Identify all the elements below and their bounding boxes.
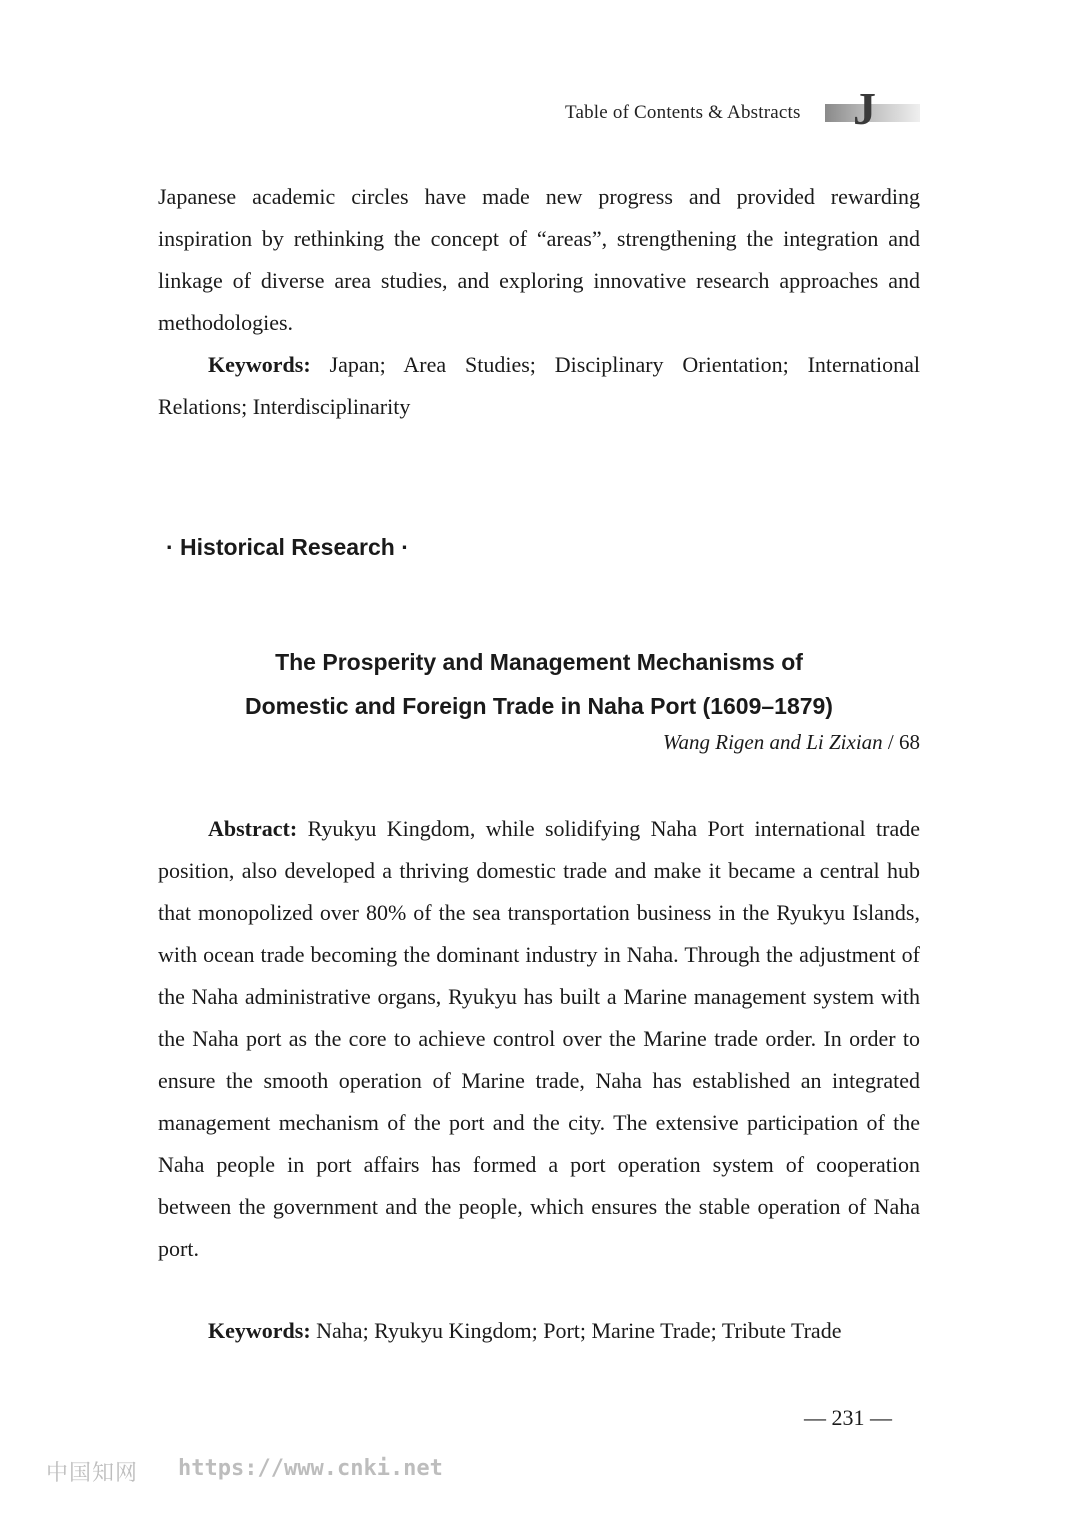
article-page-ref: / 68 [882, 730, 920, 754]
article-title [158, 640, 920, 728]
watermark-url: https://www.cnki.net [178, 1456, 443, 1481]
intro-keywords-text: Japan; Area Studies; Disciplinary Orientation; International Relations; Interdisciplinarity [158, 352, 920, 419]
intro-paragraph: Japanese academic circles have made new progress and provided rewarding inspiration by rethinking the concept of “areas”, strengthening the integration and linkage of diverse area studies, and exploring innovative research approaches and methodologies. [158, 184, 920, 335]
article-keywords-label: Keywords: [208, 1318, 311, 1343]
article-title-line-1: The Prosperity and Management Mechanisms of [275, 649, 803, 675]
abstract-label: Abstract: [208, 816, 298, 841]
article-byline [663, 730, 920, 755]
article-abstract [158, 808, 920, 1270]
article-title-line-2: Domestic and Foreign Trade in Naha Port (1609–1879) [245, 693, 833, 719]
article-authors: Wang Rigen and Li Zixian [662, 730, 883, 754]
intro-keywords [158, 344, 920, 428]
running-header [560, 83, 920, 138]
article-keywords [158, 1310, 920, 1352]
section-heading: · Historical Research · [166, 534, 409, 560]
page-number: — 231 — [804, 1405, 892, 1430]
intro-keywords-label: Keywords: [208, 352, 311, 377]
running-header-title: Table of Contents & Abstracts [565, 102, 801, 123]
watermark-site-name: 中国知网 [46, 1461, 139, 1486]
watermark [46, 1456, 443, 1487]
journal-logo-letter: J [853, 83, 876, 134]
article-keywords-text: Naha; Ryukyu Kingdom; Port; Marine Trade; Tribute Trade [310, 1318, 842, 1343]
abstract-text: Ryukyu Kingdom, while solidifying Naha Port international trade position, also developed a thriving domestic trade and make it became a central hub that monopolized over 80% of the sea transportation business in the Ryukyu Islands, with ocean trade becoming the dominant industry in Naha. Through the adjustment of the Naha administrative organs, Ryukyu has built a Marine management system with the Naha port as the core to achieve control over the Marine trade order. In order to ensure the smooth operation of Marine trade, Naha has established an integrated management mechanism of the port and the city. The extensive participation of the Naha people in port affairs has formed a port operation system of cooperation between the government and the people, which ensures the stable operation of Naha port. [158, 816, 920, 1261]
